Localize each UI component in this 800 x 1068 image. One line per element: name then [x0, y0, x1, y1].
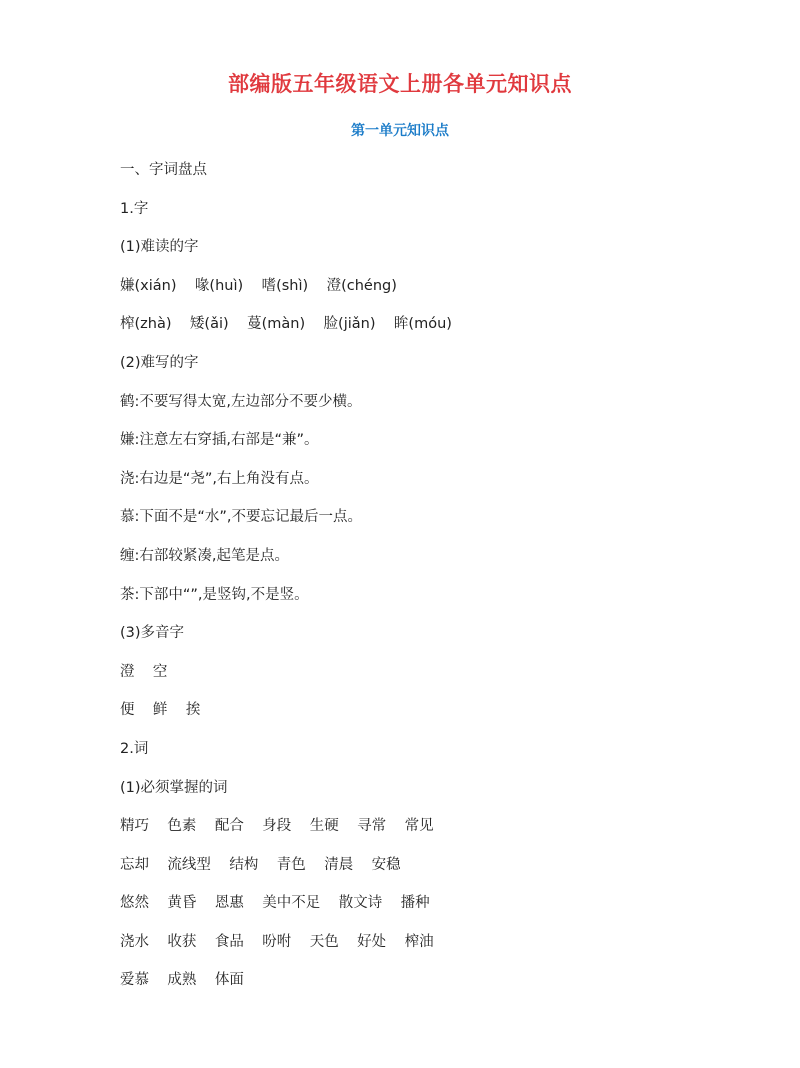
text-line: 爱慕 成熟 体面 [120, 972, 244, 989]
text-line: 便 鲜 挨 [120, 702, 201, 719]
text-line: 嫌(xián) 喙(huì) 嗜(shì) 澄(chéng) [120, 277, 397, 294]
text-line: (2)难写的字 [120, 354, 199, 371]
text-line: 澄 空 [120, 663, 168, 680]
text-line: 缠:右部较紧凑,起笔是点。 [120, 547, 289, 564]
document-body [120, 158, 720, 1007]
text-line: 精巧 色素 配合 身段 生硬 寻常 常见 [120, 818, 434, 835]
text-line: 忘却 流线型 结构 青色 清晨 安稳 [120, 856, 401, 873]
text-line: 榨(zhà) 矮(ǎi) 蔓(màn) 脸(jiǎn) 眸(móu) [120, 316, 452, 333]
text-line: 悠然 黄昏 恩惠 美中不足 散文诗 播种 [120, 895, 430, 912]
text-line: (3)多音字 [120, 625, 185, 642]
text-line: 1.字 [120, 200, 149, 217]
text-line: (1)难读的字 [120, 239, 199, 256]
text-line: 一、字词盘点 [120, 162, 207, 178]
section-heading: 第一单元知识点 [351, 123, 449, 139]
text-line: 浇:右边是“尧”,右上角没有点。 [120, 470, 319, 487]
text-line: 慕:下面不是“水”,不要忘记最后一点。 [120, 509, 363, 526]
text-line: 2.词 [120, 740, 149, 757]
text-line: 嫌:注意左右穿插,右部是“兼”。 [120, 432, 319, 449]
text-line: (1)必须掌握的词 [120, 779, 228, 796]
text-line: 鹤:不要写得太宽,左边部分不要少横。 [120, 393, 362, 410]
text-line: 茶:下部中“”,是竖钩,不是竖。 [120, 586, 309, 603]
text-line: 浇水 收获 食品 吩咐 天色 好处 榨油 [120, 933, 434, 950]
document-title: 部编版五年级语文上册各单元知识点 [228, 72, 572, 96]
